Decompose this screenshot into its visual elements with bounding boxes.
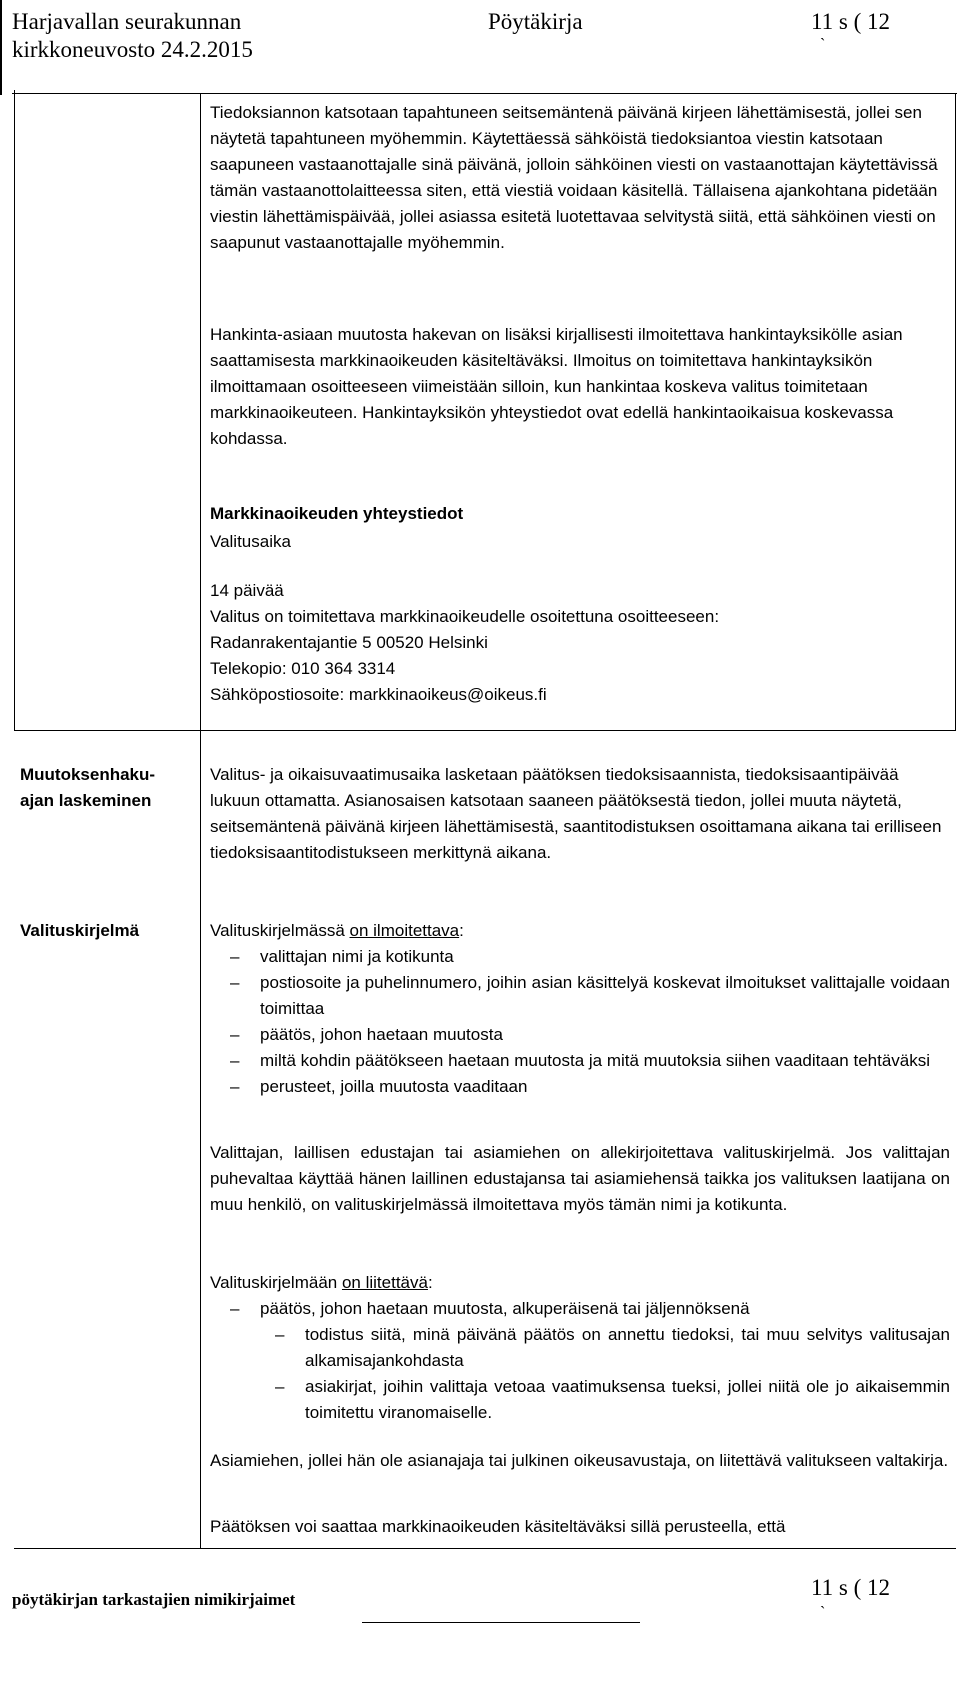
- calculation-paragraph: Valitus- ja oikaisuvaatimusaika lasketaan päätöksen tiedoksisaannista, tiedoksisaantipäivää lukuun ottamatta. Asianosaisen katsotaan saaneen päätöksestä tiedon, jollei muuta näytetä, seitsemäntenä päivänä kirjeen lähettämisestä, saantitodistuksen osoittamana aikana tai erilliseen tiedoksisaantitodistukseen merkittynä aikana.: [210, 765, 942, 862]
- column-divider-top: [200, 93, 201, 730]
- signature-paragraph: Valittajan, laillisen edustajan tai asiamiehen on allekirjoitettava valituskirjelmä. Jos valittajan puhevaltaa käyttää hänen laillinen edustajansa tai asiamiehensä taikka jos valituksen laatijana on muu henkilö, on valituskirjelmässä ilmoitettava myös tämän nimi ja kotikunta.: [210, 1143, 950, 1214]
- meeting-title: kirkkoneuvosto 24.2.2015: [12, 37, 253, 62]
- footer-page-number: 11 s ( 12: [811, 1575, 891, 1600]
- page-number: 11 s ( 12: [811, 9, 891, 34]
- reviewers-initials-label: pöytäkirjan tarkastajien nimikirjaimet: [12, 1590, 296, 1609]
- table-rule: [14, 730, 956, 731]
- signature-line: [362, 1622, 640, 1623]
- frame-right-top: [955, 93, 956, 730]
- appeal-requirements: [210, 918, 950, 1100]
- header-rule: [12, 93, 957, 94]
- section-label-appeal-document: Valituskirjelmä: [20, 921, 140, 940]
- list-item: – miltä kohdin päätökseen haetaan muutosta ja mitä muutoksia siihen vaaditaan tehtäväksi: [210, 1048, 950, 1074]
- list-item: – asiakirjat, joihin valittaja vetoaa vaatimuksensa tueksi, jollei niitä ole jo aikaisemmin toimitettu viranomaiselle.: [210, 1374, 950, 1426]
- appeal-period-label: Valitusaika: [210, 532, 291, 551]
- document-type: Pöytäkirja: [488, 9, 583, 34]
- footer-page-tick: `: [820, 1604, 826, 1621]
- page-tick: `: [820, 36, 826, 53]
- frame-left-inner: [14, 90, 15, 730]
- list-item: – päätös, johon haetaan muutosta: [210, 1022, 950, 1048]
- section-label-calculation: Muutoksenhaku- ajan laskeminen: [20, 765, 156, 810]
- attachments-intro: Valituskirjelmään on liitettävä:: [210, 1273, 433, 1292]
- list-item: – perusteet, joilla muutosta vaaditaan: [210, 1074, 950, 1100]
- list-item: – todistus siitä, minä päivänä päätös on annettu tiedoksi, tai muu selvitys valitusajan alkamisajankohdasta: [210, 1322, 950, 1374]
- attachments-list: [210, 1296, 950, 1426]
- address: Radanrakentajantie 5 00520 Helsinki: [210, 633, 488, 652]
- notification-paragraph: Tiedoksiannon katsotaan tapahtuneen seitsemäntenä päivänä kirjeen lähettämisestä, jollei sen näytetä tapahtuneen myöhemmin. Käytettäessä sähköistä tiedoksiantoa viestin katsotaan saapuneen vastaanottajalle sinä päivänä, jolloin sähköinen viesti on vastaanottajan käytettävissä tämän vastaanottolaitteessa siten, että viestiä voidaan käsitellä. Tällaisena ajankohtana pidetään viestin lähettämispäivää, jollei asiassa esitetä luotettavaa selvitystä siitä, että sähköinen viesti on saapunut vastaanottajalle myöhemmin.: [210, 103, 938, 252]
- proxy-paragraph: Asiamiehen, jollei hän ole asianajaja tai julkinen oikeusavustaja, on liitettävä valitukseen valtakirja.: [210, 1451, 949, 1470]
- requirements-intro: Valituskirjelmässä on ilmoitettava:: [210, 921, 464, 940]
- column-divider-bottom: [200, 730, 201, 1548]
- list-item: – päätös, johon haetaan muutosta, alkuperäisenä tai jäljennöksenä: [210, 1296, 950, 1322]
- procurement-paragraph: Hankinta-asiaan muutosta hakevan on lisäksi kirjallisesti ilmoitettava hankintayksikölle asian saattamisesta markkinaoikeuden käsiteltäväksi. Ilmoitus on toimitettava hankintayksikön ilmoittamaan osoitteeseen viimeistään silloin, kun hankintaa koskeva valitus toimitetaan markkinaoikeuteen. Hankintayksikön yhteystiedot ovat edellä hankintaoikaisua koskevassa kohdassa.: [210, 325, 903, 448]
- attachments-block: [210, 1270, 950, 1426]
- requirements-list: [210, 944, 950, 1100]
- address-intro: Valitus on toimitettava markkinaoikeudelle osoitettuna osoitteeseen:: [210, 607, 720, 626]
- email-address: Sähköpostiosoite: markkinaoikeus@oikeus.fi: [210, 685, 547, 704]
- footer-rule: [14, 1548, 956, 1549]
- continuation-line: Päätöksen voi saattaa markkinaoikeuden käsiteltäväksi sillä perusteella, että: [210, 1517, 786, 1536]
- contact-heading: Markkinaoikeuden yhteystiedot: [210, 504, 464, 523]
- appeal-days: 14 päivää: [210, 581, 284, 600]
- list-item: – valittajan nimi ja kotikunta: [210, 944, 950, 970]
- contact-details: [210, 578, 950, 708]
- frame-left-top: [0, 0, 2, 95]
- organization-name: Harjavallan seurakunnan: [12, 9, 242, 34]
- fax-number: Telekopio: 010 364 3314: [210, 659, 396, 678]
- list-item: – postiosoite ja puhelinnumero, joihin asian käsittelyä koskevat ilmoitukset valittajalle voidaan toimittaa: [210, 970, 950, 1022]
- contact-block: [210, 500, 950, 556]
